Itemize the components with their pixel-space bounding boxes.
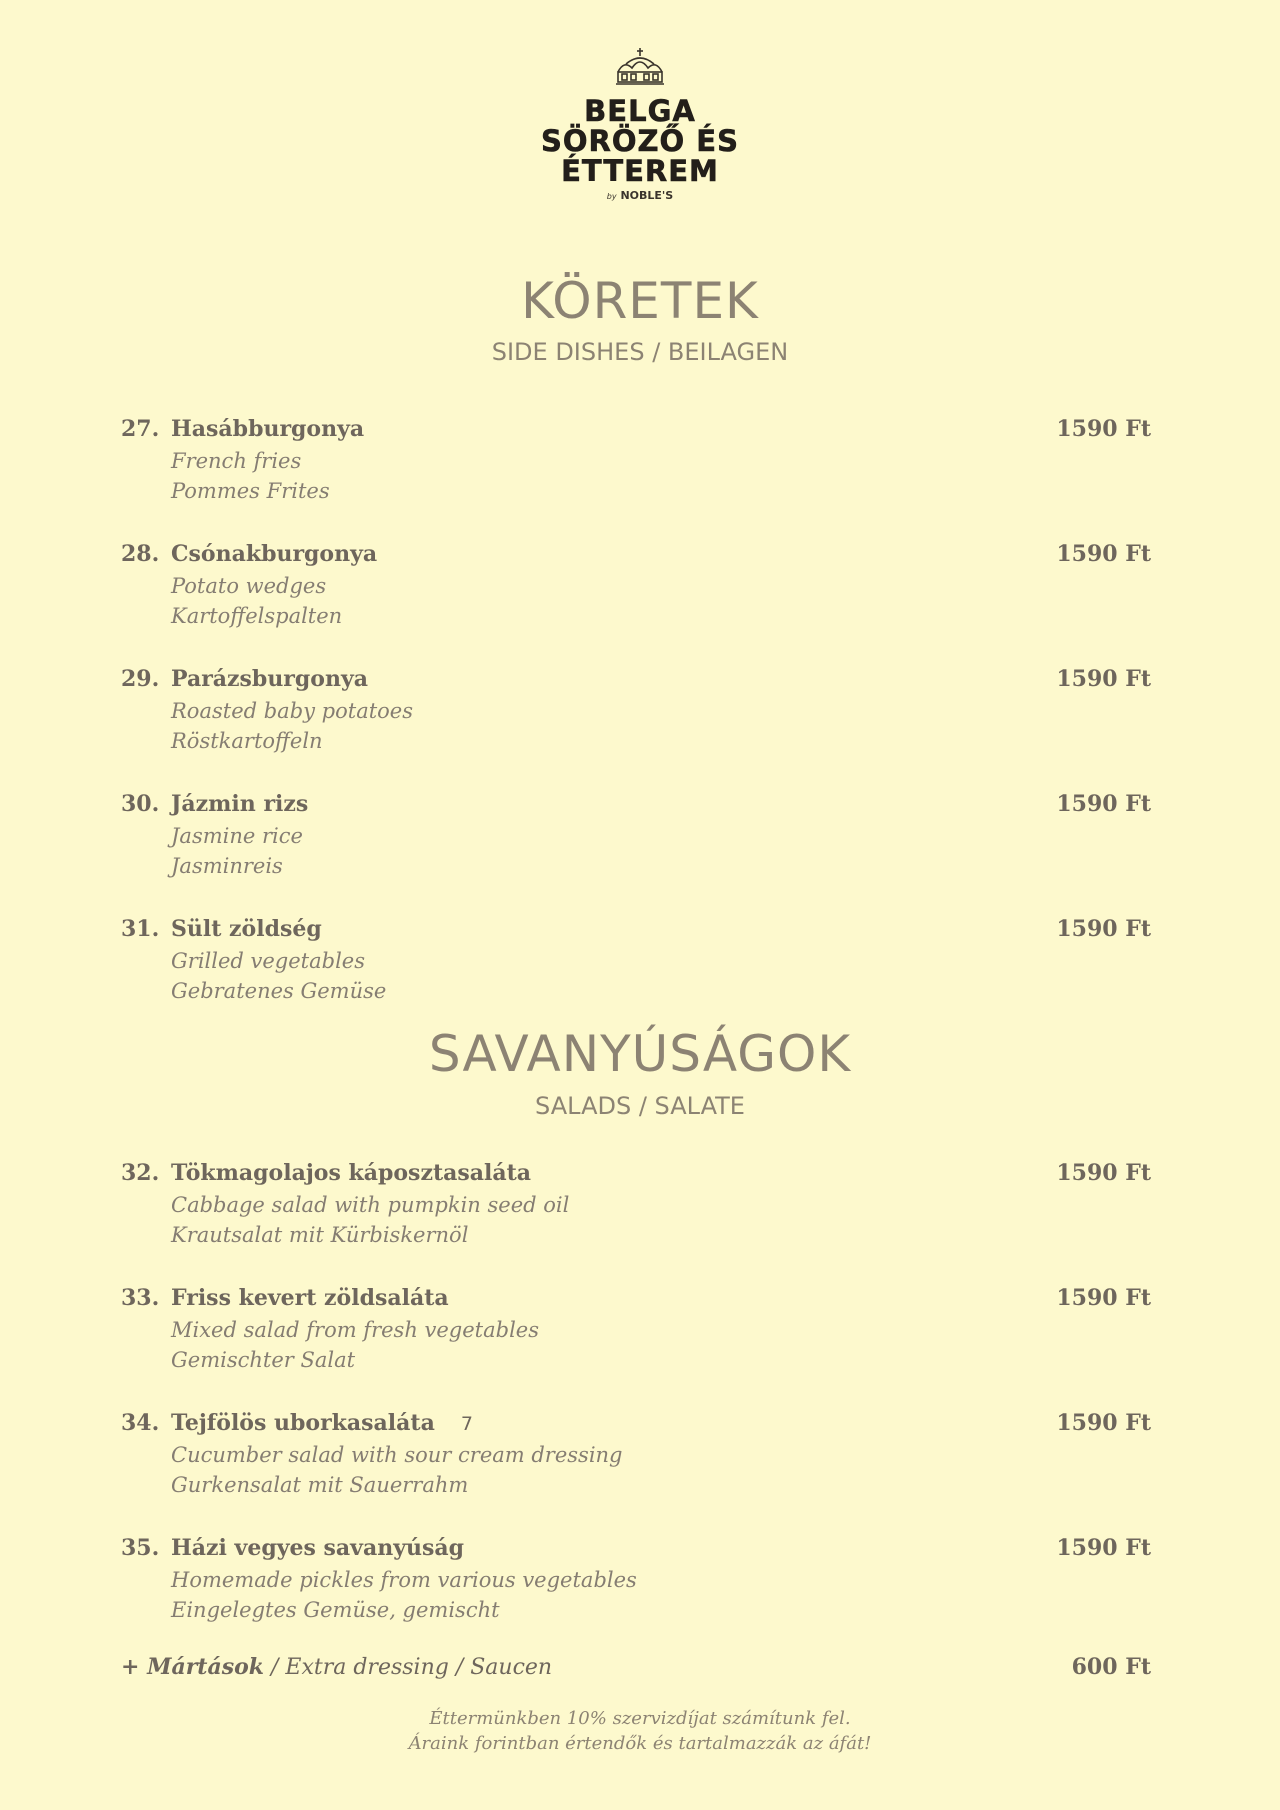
extra-dressing-label [121, 1655, 552, 1680]
item-name: Házi vegyes savanyúság [171, 1535, 465, 1561]
item-name: Csónakburgonya [171, 541, 378, 567]
menu-item [121, 666, 1151, 756]
item-number: 28. [121, 541, 160, 567]
item-price: 1590 Ft [1056, 541, 1151, 567]
logo-by [0, 189, 1280, 202]
item-number: 33. [121, 1285, 160, 1311]
item-desc-de: Eingelegtes Gemüse, gemischt [171, 1598, 500, 1622]
menu-item [121, 791, 1151, 881]
menu-item [121, 1410, 1151, 1500]
item-price: 1590 Ft [1056, 1410, 1151, 1436]
item-desc-en: Cucumber salad with sour cream dressing [171, 1443, 623, 1467]
logo-by-prefix: by [606, 192, 617, 201]
item-name: Hasábburgonya [171, 416, 365, 442]
logo-by-name: NOBLE'S [620, 189, 674, 202]
item-name: Parázsburgonya [171, 666, 368, 692]
item-desc-en: Homemade pickles from various vegetables [171, 1568, 637, 1592]
item-desc-de: Pommes Frites [171, 479, 330, 503]
item-price: 1590 Ft [1056, 416, 1151, 442]
item-desc-de: Kartoffelspalten [171, 604, 343, 628]
item-price: 1590 Ft [1056, 791, 1151, 817]
item-desc-en: Cabbage salad with pumpkin seed oil [171, 1193, 570, 1217]
crown-icon [612, 46, 668, 90]
item-allergen: 7 [460, 1413, 473, 1435]
menu-item [121, 916, 1151, 1006]
extra-dressing-row [121, 1654, 1151, 1684]
item-desc-en: French fries [171, 449, 302, 473]
item-desc-de: Krautsalat mit Kürbiskernöl [171, 1223, 469, 1247]
item-desc-de: Röstkartoffeln [171, 729, 323, 753]
menu-item [121, 541, 1151, 631]
item-number: 27. [121, 416, 160, 442]
item-desc-en: Grilled vegetables [171, 949, 365, 973]
item-name: Sült zöldség [171, 916, 322, 942]
item-desc-de: Gurkensalat mit Sauerrahm [171, 1473, 469, 1497]
item-price: 1590 Ft [1056, 1160, 1151, 1186]
extra-dressing-name: + Mártások [121, 1654, 265, 1680]
logo [0, 46, 1280, 202]
logo-line-3: ÉTTEREM [561, 154, 719, 188]
menu-item [121, 1160, 1151, 1250]
extra-dressing-translations: / Extra dressing / Saucen [264, 1655, 553, 1680]
section-title: SAVANYÚSÁGOK [428, 1025, 852, 1083]
item-desc-en: Roasted baby potatoes [171, 699, 414, 723]
item-name: Friss kevert zöldsaláta [171, 1285, 449, 1311]
logo-line-1: BELGA [584, 94, 696, 128]
item-desc-de: Gemischter Salat [171, 1348, 356, 1372]
item-number: 31. [121, 916, 160, 942]
section-title: KÖRETEK [521, 272, 759, 330]
menu-item [121, 1285, 1151, 1375]
footer-line-1: Éttermünkben 10% szervizdíjat számítunk fel. [429, 1708, 851, 1729]
item-price: 1590 Ft [1056, 1535, 1151, 1561]
item-price: 1590 Ft [1056, 1285, 1151, 1311]
item-desc-de: Gebratenes Gemüse [171, 979, 387, 1003]
item-number: 29. [121, 666, 160, 692]
item-number: 30. [121, 791, 160, 817]
item-price: 1590 Ft [1056, 916, 1151, 942]
section-subtitle: SIDE DISHES / BEILAGEN [491, 338, 789, 366]
item-number: 34. [121, 1410, 160, 1436]
item-desc-en: Potato wedges [171, 574, 327, 598]
item-number: 35. [121, 1535, 160, 1561]
extra-dressing-price: 600 Ft [1071, 1654, 1151, 1680]
item-number: 32. [121, 1160, 160, 1186]
item-desc-en: Jasmine rice [171, 824, 303, 848]
section-subtitle: SALADS / SALATE [535, 1092, 745, 1120]
item-name: Tejfölös uborkasaláta 7 [171, 1410, 473, 1436]
footer-note [0, 1706, 1280, 1756]
menu-item [121, 416, 1151, 506]
item-name: Jázmin rizs [171, 791, 309, 817]
footer-line-2: Áraink forintban értendők és tartalmazzák az áfát! [408, 1733, 872, 1754]
item-desc-en: Mixed salad from fresh vegetables [171, 1318, 540, 1342]
menu-item [121, 1535, 1151, 1625]
item-desc-de: Jasminreis [171, 854, 283, 878]
item-name: Tökmagolajos káposztasaláta [171, 1160, 532, 1186]
item-price: 1590 Ft [1056, 666, 1151, 692]
logo-line-2: SÖRÖZŐ ÉS [541, 124, 739, 158]
